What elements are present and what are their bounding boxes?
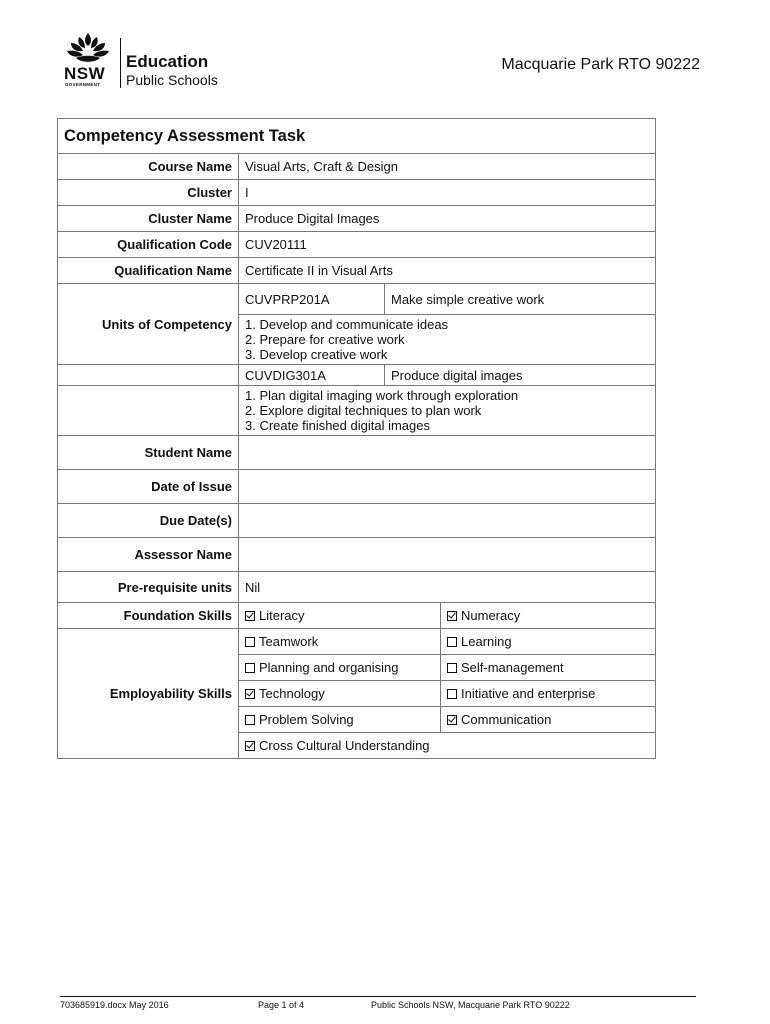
footer-file-info: 703685919.docx May 2016 <box>60 1000 169 1010</box>
unit1-element: 1. Develop and communicate ideas <box>245 317 449 332</box>
skill-label: Communication <box>461 712 552 727</box>
cluster-row <box>58 180 656 206</box>
logo-divider <box>120 38 121 88</box>
skill-label: Teamwork <box>259 634 319 649</box>
skill-teamwork <box>239 629 441 655</box>
unit2-empty-label <box>58 365 239 386</box>
course-name-label: Course Name <box>58 154 239 180</box>
unit2-element: 1. Plan digital imaging work through exploration <box>245 388 519 403</box>
checkbox-icon[interactable] <box>245 689 255 699</box>
unit2-elements <box>239 386 656 436</box>
skill-learning <box>441 629 656 655</box>
course-name-value: Visual Arts, Craft & Design <box>239 154 656 180</box>
skill-communication <box>441 707 656 733</box>
skill-initiative <box>441 681 656 707</box>
employability-skills-label: Employability Skills <box>58 629 239 759</box>
page-header <box>60 32 700 92</box>
checkbox-icon[interactable] <box>245 637 255 647</box>
cluster-value: I <box>239 180 656 206</box>
skill-label: Initiative and enterprise <box>461 686 596 701</box>
qualification-name-row <box>58 258 656 284</box>
unit2-element: 3. Create finished digital images <box>245 418 430 433</box>
logo-nsw-text: NSW <box>64 64 106 83</box>
unit2-row <box>58 365 656 386</box>
units-of-competency-label: Units of Competency <box>58 284 239 365</box>
date-of-issue-label: Date of Issue <box>58 470 239 504</box>
logo-education-text: Education <box>126 52 209 71</box>
prerequisite-value: Nil <box>239 572 656 603</box>
footer-page-number: Page 1 of 4 <box>258 1000 305 1010</box>
employability-row-1 <box>58 629 656 655</box>
nsw-education-logo <box>60 32 260 92</box>
unit1-title: Make simple creative work <box>385 284 656 315</box>
unit1-elements <box>239 315 656 365</box>
skill-label: Planning and organising <box>259 660 399 675</box>
student-name-row <box>58 436 656 470</box>
due-date-label: Due Date(s) <box>58 504 239 538</box>
assessor-name-label: Assessor Name <box>58 538 239 572</box>
student-name-field[interactable] <box>239 436 656 470</box>
checkbox-icon[interactable] <box>447 689 457 699</box>
checkbox-icon[interactable] <box>245 611 255 621</box>
skill-self-management <box>441 655 656 681</box>
checkbox-icon[interactable] <box>447 715 457 725</box>
checkbox-icon[interactable] <box>245 741 255 751</box>
logo-public-schools-text: Public Schools <box>126 72 218 88</box>
title-row <box>58 119 656 154</box>
logo-government-text: GOVERNMENT <box>65 82 101 87</box>
cluster-label: Cluster <box>58 180 239 206</box>
cluster-name-value: Produce Digital Images <box>239 206 656 232</box>
skill-label: Learning <box>461 634 512 649</box>
unit2-elements-empty-label <box>58 386 239 436</box>
student-name-label: Student Name <box>58 436 239 470</box>
qualification-code-label: Qualification Code <box>58 232 239 258</box>
assessment-task-table <box>57 118 656 759</box>
skill-label: Self-management <box>461 660 564 675</box>
unit1-row <box>58 284 656 315</box>
skill-label: Numeracy <box>461 608 521 623</box>
prerequisite-row <box>58 572 656 603</box>
skill-label: Cross Cultural Understanding <box>259 738 430 753</box>
waratah-icon <box>62 32 114 64</box>
qualification-code-value: CUV20111 <box>239 232 656 258</box>
footer-organisation: Public Schools NSW, Macquarie Park RTO 90222 <box>371 1000 570 1010</box>
date-of-issue-row <box>58 470 656 504</box>
due-date-field[interactable] <box>239 504 656 538</box>
qualification-name-value: Certificate II in Visual Arts <box>239 258 656 284</box>
cluster-name-row <box>58 206 656 232</box>
unit1-element: 3. Develop creative work <box>245 347 388 362</box>
assessor-name-row <box>58 538 656 572</box>
skill-cross-cultural <box>239 733 656 759</box>
rto-header-text: Macquarie Park RTO 90222 <box>501 56 700 73</box>
unit2-title: Produce digital images <box>385 365 656 386</box>
checkbox-icon[interactable] <box>447 637 457 647</box>
foundation-skills-label: Foundation Skills <box>58 603 239 629</box>
skill-label: Literacy <box>259 608 305 623</box>
qualification-name-label: Qualification Name <box>58 258 239 284</box>
skill-label: Problem Solving <box>259 712 354 727</box>
skill-label: Technology <box>259 686 325 701</box>
checkbox-icon[interactable] <box>245 715 255 725</box>
assessor-name-field[interactable] <box>239 538 656 572</box>
date-of-issue-field[interactable] <box>239 470 656 504</box>
task-title: Competency Assessment Task <box>58 119 656 154</box>
checkbox-icon[interactable] <box>447 663 457 673</box>
course-name-row <box>58 154 656 180</box>
skill-literacy <box>239 603 441 629</box>
unit1-element: 2. Prepare for creative work <box>245 332 405 347</box>
checkbox-icon[interactable] <box>447 611 457 621</box>
unit1-code: CUVPRP201A <box>239 284 385 315</box>
skill-numeracy <box>441 603 656 629</box>
unit2-elements-row <box>58 386 656 436</box>
unit2-code: CUVDIG301A <box>239 365 385 386</box>
unit2-element: 2. Explore digital techniques to plan work <box>245 403 482 418</box>
qualification-code-row <box>58 232 656 258</box>
checkbox-icon[interactable] <box>245 663 255 673</box>
skill-planning <box>239 655 441 681</box>
page-footer <box>60 996 696 1010</box>
skill-problem-solving <box>239 707 441 733</box>
prerequisite-label: Pre-requisite units <box>58 572 239 603</box>
cluster-name-label: Cluster Name <box>58 206 239 232</box>
due-date-row <box>58 504 656 538</box>
foundation-skills-row <box>58 603 656 629</box>
skill-technology <box>239 681 441 707</box>
